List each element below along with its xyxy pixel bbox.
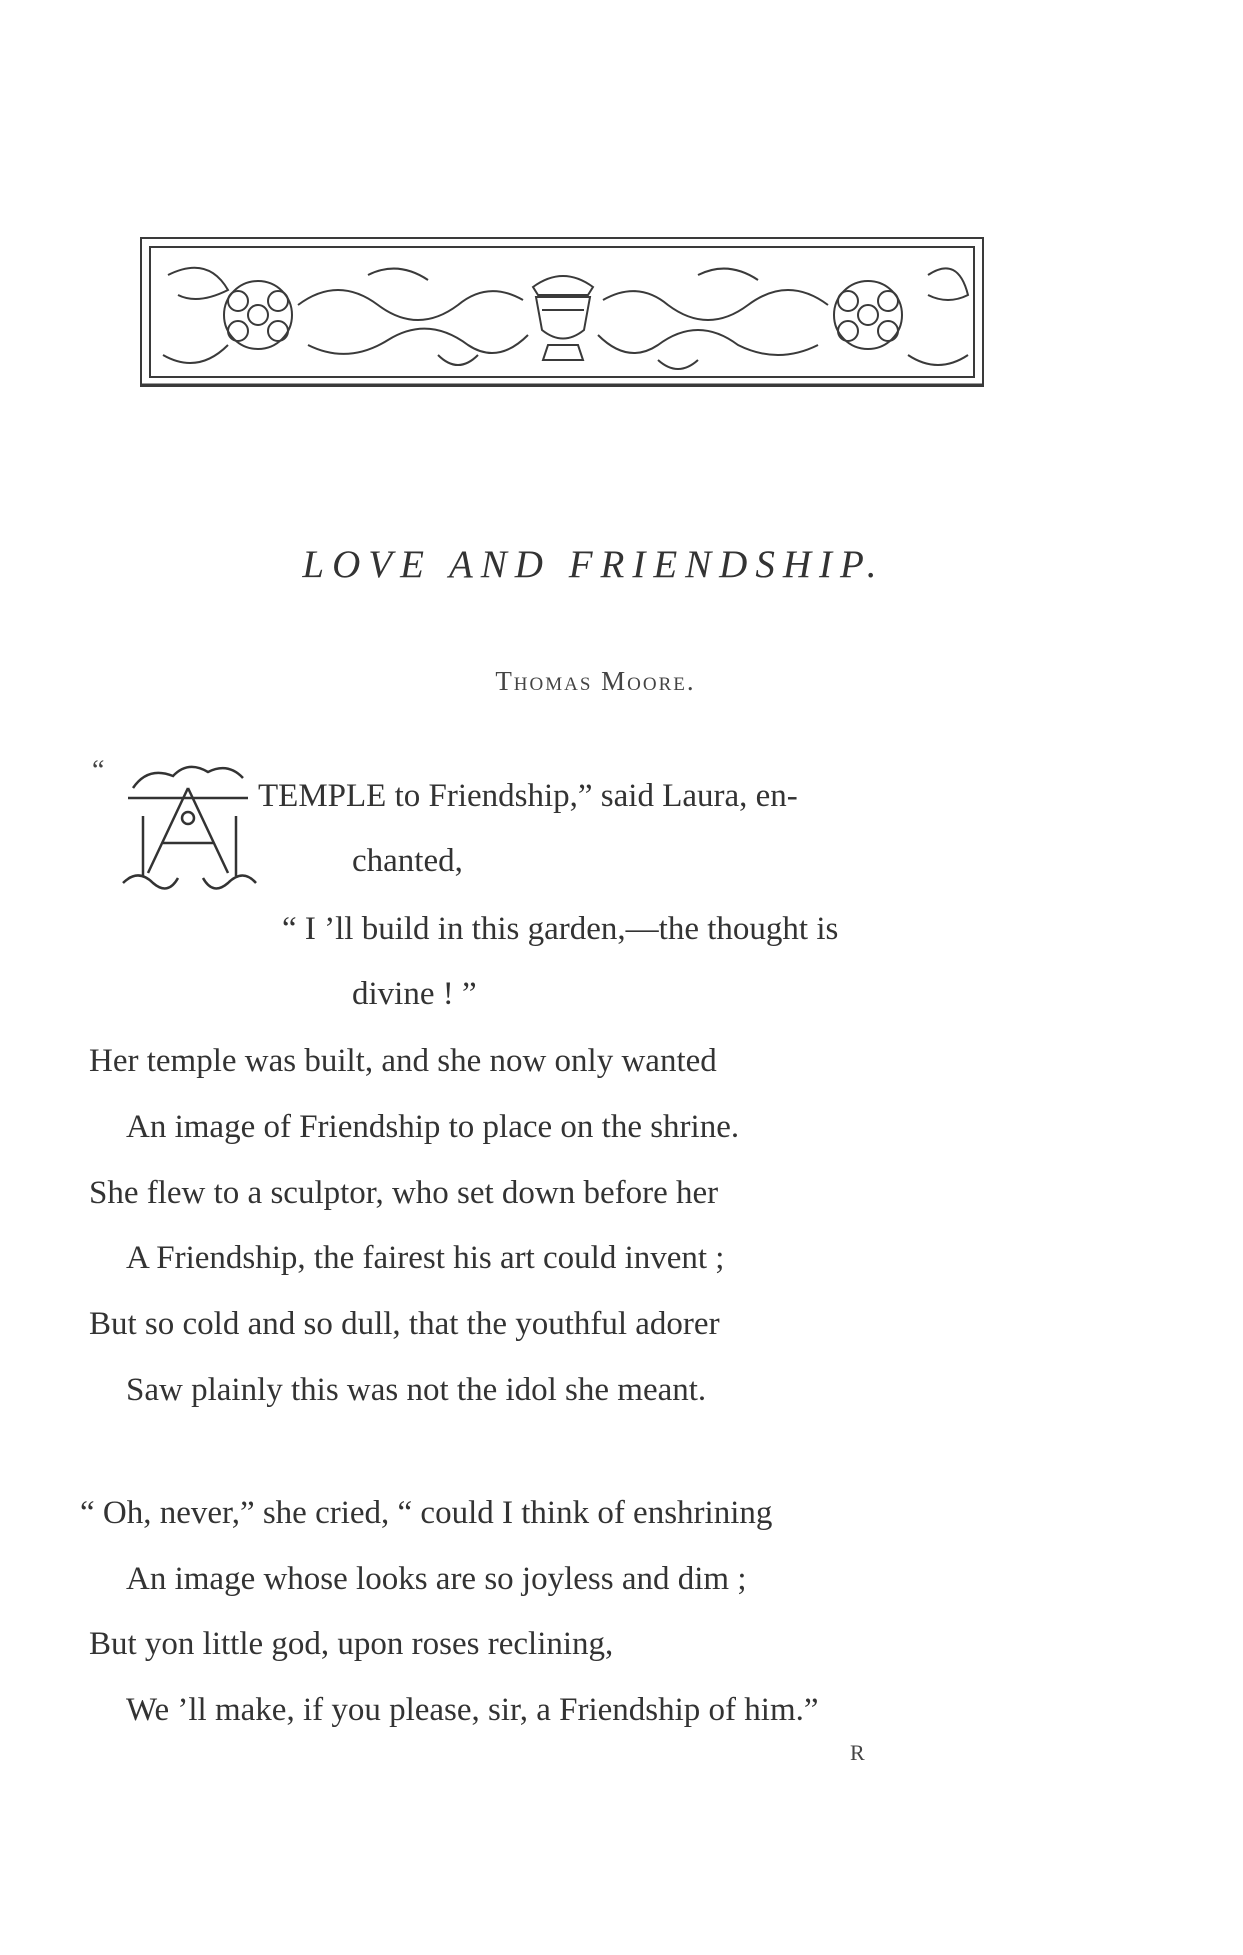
poem-line: She flew to a sculptor, who set down before her xyxy=(89,1175,719,1211)
poem-line: But yon little god, upon roses reclining, xyxy=(89,1626,614,1662)
poem-line: Her temple was built, and she now only wanted xyxy=(89,1043,717,1079)
poem-line: Saw plainly this was not the idol she meant. xyxy=(126,1372,707,1408)
poem-line: chanted, xyxy=(352,843,463,879)
poem-line: We ’ll make, if you please, sir, a Friendship of him.” xyxy=(126,1692,819,1728)
opening-quote: “ xyxy=(92,755,105,786)
poem-line: “ Oh, never,” she cried, “ could I think of enshrining xyxy=(80,1495,773,1531)
poem-title: LOVE AND FRIENDSHIP. xyxy=(302,543,885,586)
signature-mark: R xyxy=(850,1740,865,1765)
poem-line: TEMPLE to Friendship,” said Laura, en- xyxy=(258,778,798,814)
poem-author: Thomas Moore. xyxy=(495,666,696,696)
poem-line: An image of Friendship to place on the shrine. xyxy=(126,1109,740,1145)
poem-line: But so cold and so dull, that the youthful adorer xyxy=(89,1306,720,1342)
poem-line: An image whose looks are so joyless and dim ; xyxy=(126,1561,747,1597)
ornamental-drop-cap xyxy=(118,758,260,893)
poem-line: A Friendship, the fairest his art could invent ; xyxy=(126,1240,725,1276)
ornamental-headpiece xyxy=(138,235,988,390)
poem-line: “ I ’ll build in this garden,—the thought is xyxy=(282,911,839,947)
poem-line: divine ! ” xyxy=(352,976,477,1012)
